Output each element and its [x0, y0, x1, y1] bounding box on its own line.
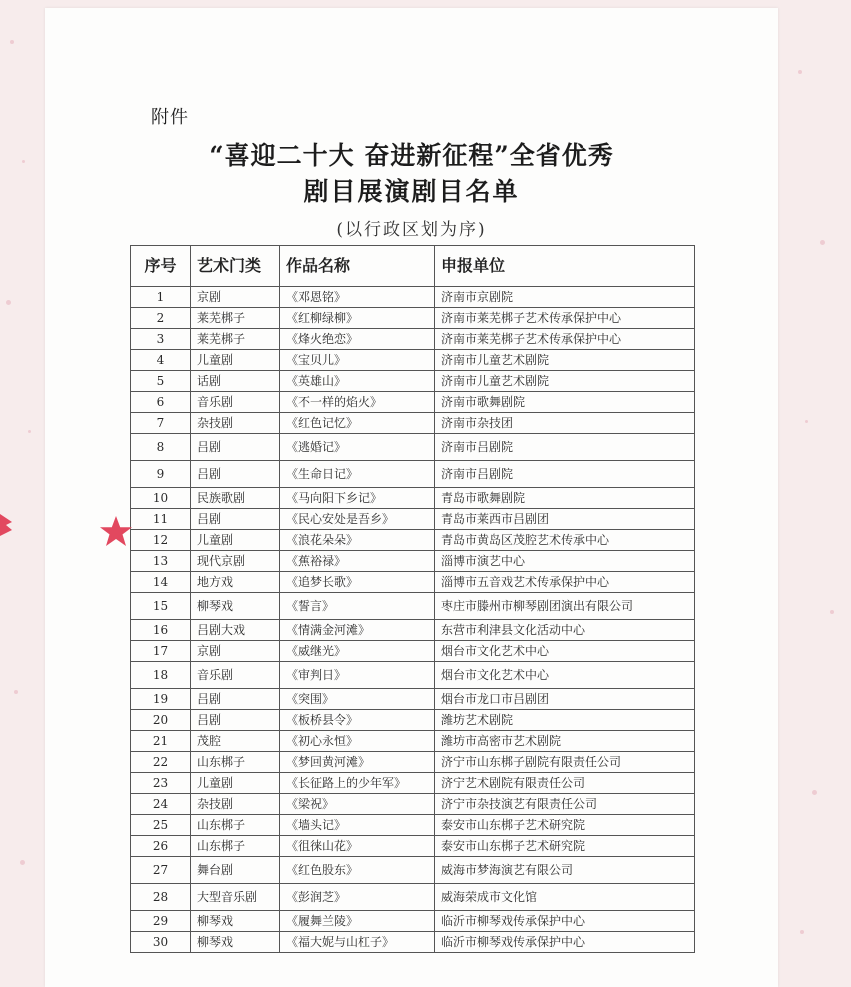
row-category: 京剧 [191, 287, 280, 308]
row-unit: 济南市吕剧院 [435, 434, 695, 461]
row-work: 《民心安处是吾乡》 [280, 509, 435, 530]
table-row [131, 461, 695, 488]
table-row [131, 932, 695, 953]
header-index: 序号 [131, 246, 191, 287]
row-category: 大型音乐剧 [191, 884, 280, 911]
row-category: 山东梆子 [191, 752, 280, 773]
row-number: 8 [131, 434, 191, 461]
row-work: 《审判日》 [280, 662, 435, 689]
row-number: 5 [131, 371, 191, 392]
document-title-line2: 剧目展演剧目名单 [303, 177, 520, 206]
row-work: 《彭润芝》 [280, 884, 435, 911]
row-work: 《宝贝儿》 [280, 350, 435, 371]
row-number: 19 [131, 689, 191, 710]
row-number: 7 [131, 413, 191, 434]
row-number: 30 [131, 932, 191, 953]
row-unit: 枣庄市滕州市柳琴剧团演出有限公司 [435, 593, 695, 620]
row-category: 儿童剧 [191, 530, 280, 551]
background-speck [798, 70, 802, 74]
table-header-row [131, 246, 695, 287]
row-unit: 临沂市柳琴戏传承保护中心 [435, 932, 695, 953]
background-speck [820, 240, 825, 245]
row-category: 音乐剧 [191, 662, 280, 689]
document-subtitle: (以行政区划为序) [336, 220, 487, 240]
row-unit: 济南市歌舞剧院 [435, 392, 695, 413]
row-work: 《马向阳下乡记》 [280, 488, 435, 509]
table-row [131, 551, 695, 572]
row-work: 《不一样的焰火》 [280, 392, 435, 413]
row-unit: 济南市莱芜梆子艺术传承保护中心 [435, 308, 695, 329]
row-category: 儿童剧 [191, 773, 280, 794]
row-number: 15 [131, 593, 191, 620]
row-unit: 济宁市山东梆子剧院有限责任公司 [435, 752, 695, 773]
row-work: 《板桥县令》 [280, 710, 435, 731]
background-speck [830, 610, 834, 614]
row-work: 《红色股东》 [280, 857, 435, 884]
row-work: 《誓言》 [280, 593, 435, 620]
row-work: 《福大妮与山杠子》 [280, 932, 435, 953]
background-speck [10, 40, 14, 44]
row-work: 《红色记忆》 [280, 413, 435, 434]
background-speck [22, 160, 25, 163]
background-speck [812, 790, 817, 795]
table-row [131, 857, 695, 884]
row-unit: 济宁市杂技演艺有限责任公司 [435, 794, 695, 815]
row-number: 1 [131, 287, 191, 308]
row-work: 《梁祝》 [280, 794, 435, 815]
table-row [131, 794, 695, 815]
table-row [131, 509, 695, 530]
row-number: 14 [131, 572, 191, 593]
row-work: 《生命日记》 [280, 461, 435, 488]
table-row [131, 329, 695, 350]
row-number: 6 [131, 392, 191, 413]
red-edge-mark-icon [0, 512, 14, 538]
table-row [131, 413, 695, 434]
row-unit: 济南市儿童艺术剧院 [435, 371, 695, 392]
row-number: 28 [131, 884, 191, 911]
row-number: 29 [131, 911, 191, 932]
row-unit: 淄博市演艺中心 [435, 551, 695, 572]
background-speck [6, 300, 11, 305]
row-unit: 潍坊艺术剧院 [435, 710, 695, 731]
row-category: 莱芜梆子 [191, 329, 280, 350]
row-unit: 淄博市五音戏艺术传承保护中心 [435, 572, 695, 593]
row-work: 《墙头记》 [280, 815, 435, 836]
row-unit: 济南市吕剧院 [435, 461, 695, 488]
row-number: 12 [131, 530, 191, 551]
row-unit: 烟台市文化艺术中心 [435, 641, 695, 662]
table-row [131, 287, 695, 308]
row-work: 《蕉裕禄》 [280, 551, 435, 572]
row-unit: 青岛市莱西市吕剧团 [435, 509, 695, 530]
table-row [131, 488, 695, 509]
row-work: 《履舞兰陵》 [280, 911, 435, 932]
table-row [131, 911, 695, 932]
row-work: 《邓恩铭》 [280, 287, 435, 308]
row-category: 吕剧 [191, 689, 280, 710]
row-number: 17 [131, 641, 191, 662]
row-number: 16 [131, 620, 191, 641]
header-category: 艺术门类 [191, 246, 280, 287]
row-work: 《追梦长歌》 [280, 572, 435, 593]
row-number: 3 [131, 329, 191, 350]
row-work: 《情满金河滩》 [280, 620, 435, 641]
row-number: 20 [131, 710, 191, 731]
background-speck [20, 860, 25, 865]
row-number: 27 [131, 857, 191, 884]
row-number: 22 [131, 752, 191, 773]
row-unit: 潍坊市高密市艺术剧院 [435, 731, 695, 752]
attachment-label: 附件 [151, 107, 189, 128]
row-category: 吕剧 [191, 710, 280, 731]
row-number: 4 [131, 350, 191, 371]
programme-table [130, 245, 695, 953]
row-category: 地方戏 [191, 572, 280, 593]
row-unit: 济南市儿童艺术剧院 [435, 350, 695, 371]
row-unit: 青岛市黄岛区茂腔艺术传承中心 [435, 530, 695, 551]
row-unit: 济宁艺术剧院有限责任公司 [435, 773, 695, 794]
row-unit: 临沂市柳琴戏传承保护中心 [435, 911, 695, 932]
table-row [131, 689, 695, 710]
row-category: 吕剧 [191, 461, 280, 488]
row-work: 《初心永恒》 [280, 731, 435, 752]
row-category: 吕剧大戏 [191, 620, 280, 641]
table-row [131, 392, 695, 413]
row-number: 21 [131, 731, 191, 752]
table-row [131, 710, 695, 731]
row-unit: 烟台市文化艺术中心 [435, 662, 695, 689]
row-number: 18 [131, 662, 191, 689]
background-speck [805, 420, 808, 423]
row-work: 《突围》 [280, 689, 435, 710]
row-category: 莱芜梆子 [191, 308, 280, 329]
row-category: 吕剧 [191, 509, 280, 530]
row-work: 《威继光》 [280, 641, 435, 662]
row-unit: 泰安市山东梆子艺术研究院 [435, 836, 695, 857]
row-number: 23 [131, 773, 191, 794]
background-speck [14, 690, 18, 694]
row-unit: 济南市杂技团 [435, 413, 695, 434]
row-unit: 威海荣成市文化馆 [435, 884, 695, 911]
row-unit: 青岛市歌舞剧院 [435, 488, 695, 509]
row-category: 茂腔 [191, 731, 280, 752]
row-unit: 济南市莱芜梆子艺术传承保护中心 [435, 329, 695, 350]
background-speck [800, 930, 804, 934]
row-category: 现代京剧 [191, 551, 280, 572]
row-category: 吕剧 [191, 434, 280, 461]
background-speck [28, 430, 31, 433]
row-category: 民族歌剧 [191, 488, 280, 509]
row-number: 25 [131, 815, 191, 836]
row-category: 京剧 [191, 641, 280, 662]
table-row [131, 752, 695, 773]
row-category: 杂技剧 [191, 413, 280, 434]
row-work: 《英雄山》 [280, 371, 435, 392]
row-number: 2 [131, 308, 191, 329]
row-unit: 威海市梦海演艺有限公司 [435, 857, 695, 884]
row-work: 《浪花朵朵》 [280, 530, 435, 551]
row-work: 《徂徕山花》 [280, 836, 435, 857]
row-category: 舞台剧 [191, 857, 280, 884]
table-row [131, 815, 695, 836]
table-row [131, 593, 695, 620]
row-work: 《烽火绝恋》 [280, 329, 435, 350]
table-row [131, 641, 695, 662]
table-row [131, 572, 695, 593]
table-row [131, 731, 695, 752]
row-number: 13 [131, 551, 191, 572]
table-row [131, 350, 695, 371]
row-category: 杂技剧 [191, 794, 280, 815]
row-category: 山东梆子 [191, 815, 280, 836]
header-unit: 申报单位 [435, 246, 695, 287]
table-row [131, 530, 695, 551]
row-category: 柳琴戏 [191, 593, 280, 620]
row-number: 24 [131, 794, 191, 815]
row-number: 26 [131, 836, 191, 857]
table-row [131, 884, 695, 911]
row-category: 山东梆子 [191, 836, 280, 857]
table-row [131, 434, 695, 461]
row-work: 《红柳绿柳》 [280, 308, 435, 329]
row-work: 《梦回黄河滩》 [280, 752, 435, 773]
row-category: 儿童剧 [191, 350, 280, 371]
table-row [131, 662, 695, 689]
header-work: 作品名称 [280, 246, 435, 287]
row-number: 10 [131, 488, 191, 509]
star-icon [98, 514, 134, 550]
table-row [131, 836, 695, 857]
row-unit: 泰安市山东梆子艺术研究院 [435, 815, 695, 836]
table-row [131, 371, 695, 392]
row-unit: 济南市京剧院 [435, 287, 695, 308]
row-unit: 东营市利津县文化活动中心 [435, 620, 695, 641]
row-category: 柳琴戏 [191, 932, 280, 953]
row-work: 《逃婚记》 [280, 434, 435, 461]
row-number: 11 [131, 509, 191, 530]
row-category: 话剧 [191, 371, 280, 392]
table-row [131, 773, 695, 794]
row-unit: 烟台市龙口市吕剧团 [435, 689, 695, 710]
row-category: 音乐剧 [191, 392, 280, 413]
table-row [131, 620, 695, 641]
row-work: 《长征路上的少年军》 [280, 773, 435, 794]
row-number: 9 [131, 461, 191, 488]
row-category: 柳琴戏 [191, 911, 280, 932]
document-page [45, 8, 778, 987]
table-row [131, 308, 695, 329]
document-title-line1: “喜迎二十大 奋进新征程”全省优秀 [209, 141, 614, 170]
